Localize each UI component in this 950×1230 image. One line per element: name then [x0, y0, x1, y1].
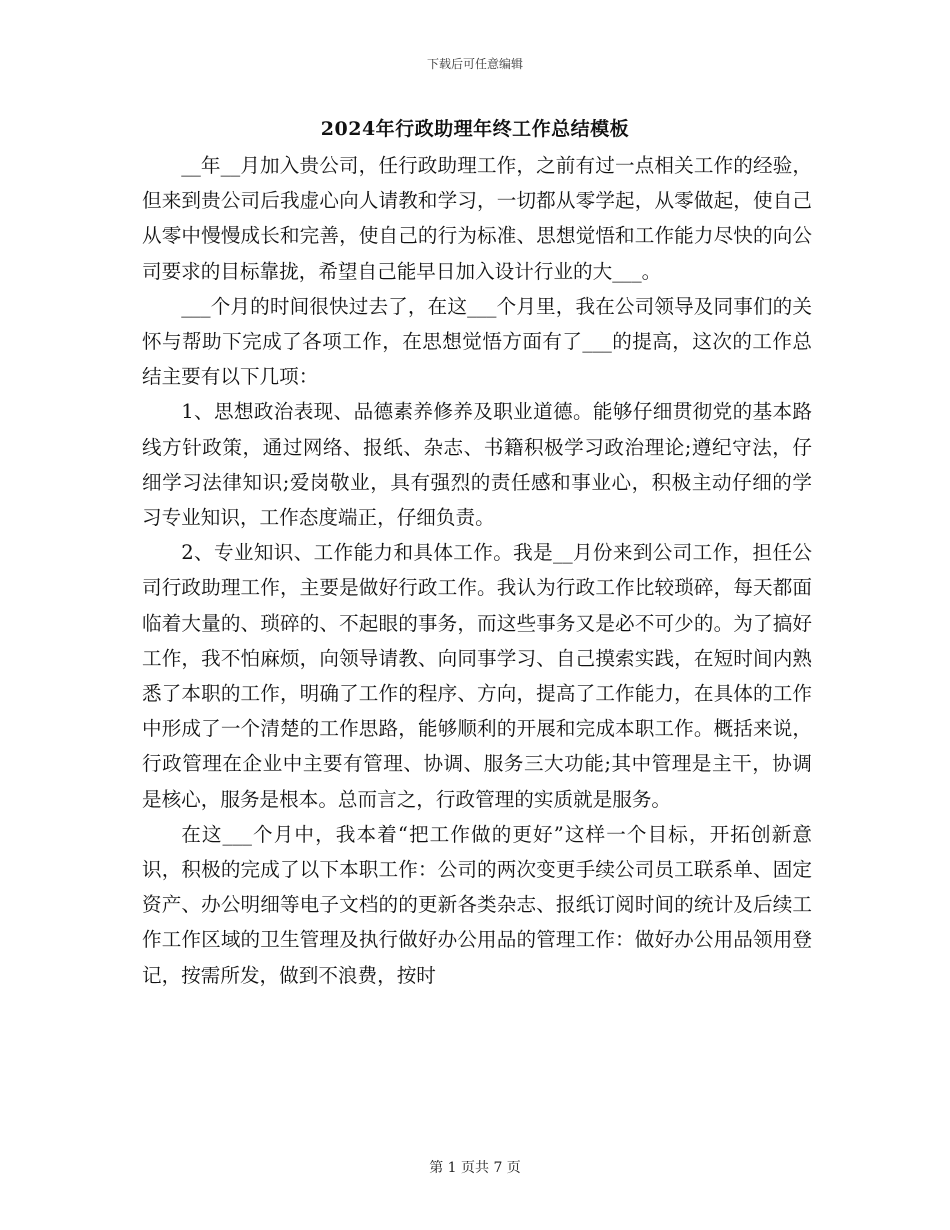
paragraph-summary-lead: ___个月的时间很快过去了，在这___个月里，我在公司领导及同事们的关怀与帮助下完成了各项工作，在思想觉悟方面有了___的提高，这次的工作总结主要有以下几项： [142, 294, 812, 389]
header-note: 下载后可任意编辑 [426, 57, 523, 71]
paragraph-item-1: 1、思想政治表现、品德素养修养及职业道德。能够仔细贯彻党的基本路线方针政策，通过网络、报纸、杂志、书籍积极学习政治理论;遵纪守法，仔细学习法律知识;爱岗敬业，具有强烈的责任感和事业心，积极主动仔细的学习专业知识，工作态度端正，仔细负责。 [142, 400, 812, 530]
document-body [142, 148, 812, 993]
paragraph-intro: __年__月加入贵公司，任行政助理工作，之前有过一点相关工作的经验，但来到贵公司后我虚心向人请教和学习，一切都从零学起，从零做起，使自己从零中慢慢成长和完善，使自己的行为标准、思想觉悟和工作能力尽快的向公司要求的目标靠拢，希望自己能早日加入设计行业的大___。 [142, 154, 812, 283]
document-title: 2024年行政助理年终工作总结模板 [320, 118, 630, 140]
page-number: 第 1 页共 7 页 [429, 1160, 521, 1176]
paragraph-duties: 在这___个月中，我本着“把工作做的更好”这样一个目标，开拓创新意识，积极的完成了以下本职工作：公司的两次变更手续公司员工联系单、固定资产、办公明细等电子文档的的更新各类杂志、报纸订阅时间的统计及后续工作工作区域的卫生管理及执行做好办公用品的管理工作：做好办公用品领用登记，按需所发，做到不浪费，按时 [142, 822, 812, 987]
paragraph-item-2: 2、专业知识、工作能力和具体工作。我是__月份来到公司工作，担任公司行政助理工作，主要是做好行政工作。我认为行政工作比较琐碎，每天都面临着大量的、琐碎的、不起眼的事务，而这些事务又是必不可少的。为了搞好工作，我不怕麻烦，向领导请教、向同事学习、自己摸索实践，在短时间内熟悉了本职的工作，明确了工作的程序、方向，提高了工作能力，在具体的工作中形成了一个清楚的工作思路，能够顺利的开展和完成本职工作。概括来说，行政管理在企业中主要有管理、协调、服务三大功能;其中管理是主干，协调是核心，服务是根本。总而言之，行政管理的实质就是服务。 [142, 541, 812, 811]
